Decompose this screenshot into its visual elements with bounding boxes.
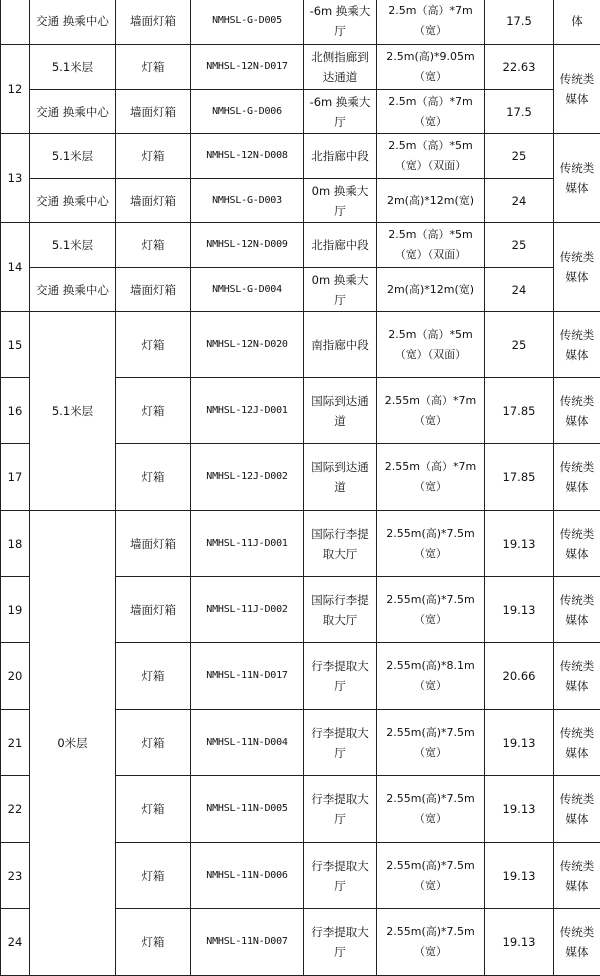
- type-cell: 灯箱: [116, 444, 191, 511]
- floor-cell: 5.1米层: [30, 312, 116, 511]
- size-cell: 2.55m(高)*7.5m（宽）: [377, 511, 485, 577]
- row-number: [1, 0, 30, 45]
- size-cell: 2.55m(高)*7.5m（宽）: [377, 909, 485, 976]
- code-cell: NMHSL-11J-D001: [191, 511, 304, 577]
- row-number: 23: [1, 843, 30, 909]
- location-cell: 0m 换乘大厅: [304, 268, 377, 312]
- media-cell: 传统类媒体: [554, 223, 600, 312]
- row-number: 19: [1, 577, 30, 643]
- media-cell: 传统类媒体: [554, 511, 600, 577]
- media-cell: 传统类媒体: [554, 444, 600, 511]
- floor-cell: 5.1米层: [30, 134, 116, 179]
- size-cell: 2.5m（高）*7m（宽）: [377, 90, 485, 134]
- location-cell: 国际行李提取大厅: [304, 577, 377, 643]
- location-cell: 0m 换乘大厅: [304, 179, 377, 223]
- area-cell: 17.85: [485, 444, 554, 511]
- media-cell: 传统类媒体: [554, 909, 600, 976]
- area-cell: 24: [485, 268, 554, 312]
- media-cell: 传统类媒体: [554, 577, 600, 643]
- floor-cell: 交通 换乘中心: [30, 0, 116, 45]
- size-cell: 2.55m(高)*7.5m（宽）: [377, 776, 485, 843]
- location-cell: 行李提取大厅: [304, 776, 377, 843]
- location-cell: -6m 换乘大厅: [304, 90, 377, 134]
- row-number: 20: [1, 643, 30, 710]
- type-cell: 灯箱: [116, 378, 191, 444]
- size-cell: 2.5m（高）*5m（宽）（双面）: [377, 312, 485, 378]
- table-row: [1, 312, 600, 378]
- area-cell: 17.85: [485, 378, 554, 444]
- code-cell: NMHSL-12N-D008: [191, 134, 304, 179]
- table-row: [1, 268, 600, 312]
- table-row: [1, 0, 600, 45]
- code-cell: NMHSL-11J-D002: [191, 577, 304, 643]
- code-cell: NMHSL-12N-D009: [191, 223, 304, 268]
- row-number: 15: [1, 312, 30, 378]
- media-cell: 传统类媒体: [554, 378, 600, 444]
- media-cell: 体: [554, 0, 600, 45]
- location-cell: 国际到达通道: [304, 444, 377, 511]
- media-cell: 传统类媒体: [554, 312, 600, 378]
- area-cell: 20.66: [485, 643, 554, 710]
- area-cell: 19.13: [485, 710, 554, 776]
- code-cell: NMHSL-12J-D002: [191, 444, 304, 511]
- area-cell: 19.13: [485, 577, 554, 643]
- type-cell: 墙面灯箱: [116, 179, 191, 223]
- area-cell: 22.63: [485, 45, 554, 90]
- type-cell: 灯箱: [116, 710, 191, 776]
- media-cell: 传统类媒体: [554, 710, 600, 776]
- code-cell: NMHSL-11N-D004: [191, 710, 304, 776]
- location-cell: 行李提取大厅: [304, 710, 377, 776]
- location-cell: 北指廊中段: [304, 134, 377, 179]
- type-cell: 灯箱: [116, 223, 191, 268]
- media-cell: 传统类媒体: [554, 643, 600, 710]
- size-cell: 2.5m（高）*5m（宽）（双面）: [377, 134, 485, 179]
- type-cell: 墙面灯箱: [116, 511, 191, 577]
- area-cell: 19.13: [485, 511, 554, 577]
- size-cell: 2.55m(高)*7.5m（宽）: [377, 577, 485, 643]
- type-cell: 灯箱: [116, 312, 191, 378]
- area-cell: 25: [485, 223, 554, 268]
- row-number: 12: [1, 45, 30, 134]
- table-row: [1, 511, 600, 577]
- type-cell: 墙面灯箱: [116, 90, 191, 134]
- table-row: [1, 179, 600, 223]
- location-cell: 国际行李提取大厅: [304, 511, 377, 577]
- type-cell: 墙面灯箱: [116, 577, 191, 643]
- size-cell: 2.5m（高）*5m（宽）（双面）: [377, 223, 485, 268]
- location-cell: 南指廊中段: [304, 312, 377, 378]
- type-cell: 墙面灯箱: [116, 268, 191, 312]
- code-cell: NMHSL-G-D005: [191, 0, 304, 45]
- type-cell: 灯箱: [116, 134, 191, 179]
- area-cell: 19.13: [485, 776, 554, 843]
- code-cell: NMHSL-11N-D007: [191, 909, 304, 976]
- type-cell: 灯箱: [116, 909, 191, 976]
- location-cell: -6m 换乘大厅: [304, 0, 377, 45]
- media-cell: 传统类媒体: [554, 776, 600, 843]
- size-cell: 2.55m(高)*7.5m（宽）: [377, 710, 485, 776]
- size-cell: 2m(高)*12m(宽): [377, 268, 485, 312]
- floor-cell: 5.1米层: [30, 223, 116, 268]
- table-row: [1, 45, 600, 90]
- type-cell: 灯箱: [116, 776, 191, 843]
- code-cell: NMHSL-11N-D006: [191, 843, 304, 909]
- floor-cell: 交通 换乘中心: [30, 179, 116, 223]
- media-cell: 传统类媒体: [554, 843, 600, 909]
- type-cell: 墙面灯箱: [116, 0, 191, 45]
- area-cell: 17.5: [485, 0, 554, 45]
- media-cell: 传统类媒体: [554, 134, 600, 223]
- type-cell: 灯箱: [116, 843, 191, 909]
- size-cell: 2.55m(高)*8.1m（宽）: [377, 643, 485, 710]
- code-cell: NMHSL-G-D003: [191, 179, 304, 223]
- table-row: [1, 134, 600, 179]
- code-cell: NMHSL-12N-D020: [191, 312, 304, 378]
- size-cell: 2m(高)*12m(宽): [377, 179, 485, 223]
- area-cell: 25: [485, 312, 554, 378]
- location-cell: 北指廊中段: [304, 223, 377, 268]
- area-cell: 17.5: [485, 90, 554, 134]
- table-row: [1, 90, 600, 134]
- floor-cell: 5.1米层: [30, 45, 116, 90]
- row-number: 13: [1, 134, 30, 223]
- area-cell: 24: [485, 179, 554, 223]
- table-row: [1, 223, 600, 268]
- floor-cell: 交通 换乘中心: [30, 90, 116, 134]
- row-number: 21: [1, 710, 30, 776]
- location-cell: 行李提取大厅: [304, 643, 377, 710]
- row-number: 14: [1, 223, 30, 312]
- type-cell: 灯箱: [116, 45, 191, 90]
- area-cell: 19.13: [485, 909, 554, 976]
- row-number: 22: [1, 776, 30, 843]
- location-cell: 行李提取大厅: [304, 843, 377, 909]
- media-cell: 传统类媒体: [554, 45, 600, 134]
- area-cell: 25: [485, 134, 554, 179]
- location-cell: 国际到达通道: [304, 378, 377, 444]
- row-number: 24: [1, 909, 30, 976]
- row-number: 18: [1, 511, 30, 577]
- size-cell: 2.55m（高）*7m（宽）: [377, 378, 485, 444]
- size-cell: 2.55m(高)*7.5m（宽）: [377, 843, 485, 909]
- size-cell: 2.5m（高）*7m（宽）: [377, 0, 485, 45]
- code-cell: NMHSL-11N-D017: [191, 643, 304, 710]
- code-cell: NMHSL-G-D006: [191, 90, 304, 134]
- code-cell: NMHSL-11N-D005: [191, 776, 304, 843]
- location-cell: 行李提取大厅: [304, 909, 377, 976]
- row-number: 17: [1, 444, 30, 511]
- row-number: 16: [1, 378, 30, 444]
- type-cell: 灯箱: [116, 643, 191, 710]
- size-cell: 2.5m(高)*9.05m（宽）: [377, 45, 485, 90]
- code-cell: NMHSL-12J-D001: [191, 378, 304, 444]
- location-cell: 北侧指廊到达通道: [304, 45, 377, 90]
- code-cell: NMHSL-12N-D017: [191, 45, 304, 90]
- size-cell: 2.55m（高）*7m（宽）: [377, 444, 485, 511]
- area-cell: 19.13: [485, 843, 554, 909]
- floor-cell: 0米层: [30, 511, 116, 976]
- code-cell: NMHSL-G-D004: [191, 268, 304, 312]
- floor-cell: 交通 换乘中心: [30, 268, 116, 312]
